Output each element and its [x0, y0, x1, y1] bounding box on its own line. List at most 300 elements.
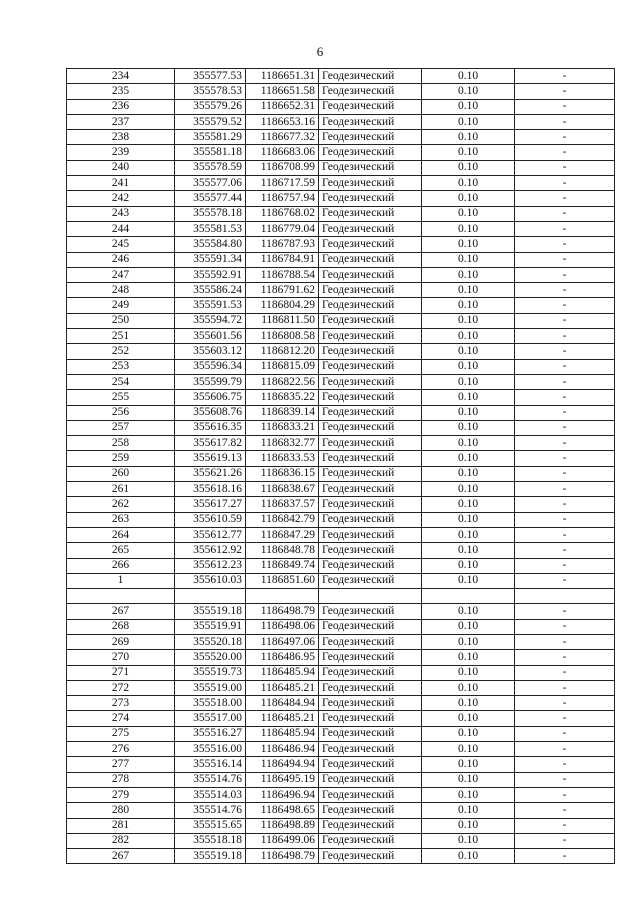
y-coordinate-cell: 1186833.53 — [246, 451, 319, 466]
accuracy-cell: 0.10 — [422, 726, 515, 741]
x-coordinate-cell: 355610.59 — [175, 512, 246, 527]
x-coordinate-cell: 355592.91 — [175, 267, 246, 282]
table-row — [67, 680, 615, 695]
description-cell: - — [515, 634, 615, 649]
accuracy-cell: 0.10 — [422, 160, 515, 175]
coordinates-table — [66, 68, 615, 864]
y-coordinate-cell: 1186838.67 — [246, 482, 319, 497]
accuracy-cell: 0.10 — [422, 787, 515, 802]
table-row — [67, 742, 615, 757]
point-number-cell: 262 — [67, 497, 175, 512]
accuracy-cell: 0.10 — [422, 634, 515, 649]
accuracy-cell: 0.10 — [422, 206, 515, 221]
table-row — [67, 160, 615, 175]
description-cell: - — [515, 772, 615, 787]
point-number-cell: 272 — [67, 680, 175, 695]
x-coordinate-cell: 355617.82 — [175, 436, 246, 451]
accuracy-cell: 0.10 — [422, 604, 515, 619]
point-number-cell: 267 — [67, 604, 175, 619]
x-coordinate-cell: 355516.27 — [175, 726, 246, 741]
point-number-cell: 271 — [67, 665, 175, 680]
x-coordinate-cell: 355603.12 — [175, 344, 246, 359]
description-cell: - — [515, 604, 615, 619]
accuracy-cell: 0.10 — [422, 849, 515, 864]
method-cell: Геодезический — [319, 482, 422, 497]
y-coordinate-cell: 1186496.94 — [246, 787, 319, 802]
method-cell: Геодезический — [319, 466, 422, 481]
table-row — [67, 267, 615, 282]
table-row — [67, 543, 615, 558]
point-number-cell: 264 — [67, 527, 175, 542]
method-cell: Геодезический — [319, 711, 422, 726]
y-coordinate-cell: 1186485.94 — [246, 665, 319, 680]
table-row — [67, 344, 615, 359]
description-cell: - — [515, 742, 615, 757]
accuracy-cell: 0.10 — [422, 359, 515, 374]
method-cell: Геодезический — [319, 696, 422, 711]
point-number-cell: 278 — [67, 772, 175, 787]
y-coordinate-cell: 1186652.31 — [246, 99, 319, 114]
method-cell: Геодезический — [319, 145, 422, 160]
table-row — [67, 527, 615, 542]
point-number-cell: 251 — [67, 329, 175, 344]
point-number-cell: 256 — [67, 405, 175, 420]
x-coordinate-cell: 355612.92 — [175, 543, 246, 558]
description-cell: - — [515, 757, 615, 772]
method-cell: Геодезический — [319, 604, 422, 619]
x-coordinate-cell: 355594.72 — [175, 313, 246, 328]
table-row — [67, 298, 615, 313]
accuracy-cell: 0.10 — [422, 221, 515, 236]
point-number-cell: 274 — [67, 711, 175, 726]
y-coordinate-cell: 1186804.29 — [246, 298, 319, 313]
page-number: 6 — [316, 44, 324, 59]
point-number-cell: 279 — [67, 787, 175, 802]
method-cell: Геодезический — [319, 742, 422, 757]
method-cell — [319, 589, 422, 604]
y-coordinate-cell: 1186757.94 — [246, 191, 319, 206]
description-cell: - — [515, 787, 615, 802]
accuracy-cell: 0.10 — [422, 283, 515, 298]
x-coordinate-cell: 355578.18 — [175, 206, 246, 221]
x-coordinate-cell — [175, 589, 246, 604]
description-cell: - — [515, 833, 615, 848]
table-row — [67, 497, 615, 512]
accuracy-cell: 0.10 — [422, 833, 515, 848]
table-row — [67, 818, 615, 833]
method-cell: Геодезический — [319, 283, 422, 298]
method-cell: Геодезический — [319, 512, 422, 527]
point-number-cell: 260 — [67, 466, 175, 481]
y-coordinate-cell: 1186494.94 — [246, 757, 319, 772]
y-coordinate-cell: 1186812.20 — [246, 344, 319, 359]
method-cell: Геодезический — [319, 619, 422, 634]
point-number-cell: 237 — [67, 114, 175, 129]
point-number-cell: 246 — [67, 252, 175, 267]
description-cell — [515, 589, 615, 604]
point-number-cell: 239 — [67, 145, 175, 160]
accuracy-cell: 0.10 — [422, 711, 515, 726]
x-coordinate-cell: 355586.24 — [175, 283, 246, 298]
x-coordinate-cell: 355520.00 — [175, 650, 246, 665]
point-number-cell: 242 — [67, 191, 175, 206]
method-cell: Геодезический — [319, 558, 422, 573]
accuracy-cell: 0.10 — [422, 405, 515, 420]
x-coordinate-cell: 355608.76 — [175, 405, 246, 420]
x-coordinate-cell: 355621.26 — [175, 466, 246, 481]
description-cell: - — [515, 267, 615, 282]
point-number-cell: 248 — [67, 283, 175, 298]
accuracy-cell: 0.10 — [422, 69, 515, 84]
accuracy-cell: 0.10 — [422, 558, 515, 573]
x-coordinate-cell: 355581.53 — [175, 221, 246, 236]
x-coordinate-cell: 355617.27 — [175, 497, 246, 512]
accuracy-cell: 0.10 — [422, 818, 515, 833]
accuracy-cell: 0.10 — [422, 298, 515, 313]
method-cell: Геодезический — [319, 757, 422, 772]
x-coordinate-cell: 355612.23 — [175, 558, 246, 573]
table-row — [67, 374, 615, 389]
accuracy-cell: 0.10 — [422, 482, 515, 497]
x-coordinate-cell: 355577.53 — [175, 69, 246, 84]
method-cell: Геодезический — [319, 191, 422, 206]
table-row — [67, 84, 615, 99]
y-coordinate-cell: 1186498.79 — [246, 604, 319, 619]
table-row — [67, 436, 615, 451]
point-number-cell: 235 — [67, 84, 175, 99]
table-row — [67, 589, 615, 604]
accuracy-cell: 0.10 — [422, 420, 515, 435]
method-cell: Геодезический — [319, 650, 422, 665]
table-row — [67, 619, 615, 634]
table-row — [67, 405, 615, 420]
method-cell: Геодезический — [319, 160, 422, 175]
point-number-cell: 258 — [67, 436, 175, 451]
x-coordinate-cell: 355591.53 — [175, 298, 246, 313]
y-coordinate-cell: 1186784.91 — [246, 252, 319, 267]
x-coordinate-cell: 355618.16 — [175, 482, 246, 497]
method-cell: Геодезический — [319, 634, 422, 649]
description-cell: - — [515, 313, 615, 328]
x-coordinate-cell: 355516.00 — [175, 742, 246, 757]
description-cell: - — [515, 221, 615, 236]
table-row — [67, 252, 615, 267]
description-cell: - — [515, 130, 615, 145]
table-row — [67, 283, 615, 298]
accuracy-cell: 0.10 — [422, 466, 515, 481]
x-coordinate-cell: 355584.80 — [175, 237, 246, 252]
x-coordinate-cell: 355514.03 — [175, 787, 246, 802]
y-coordinate-cell: 1186495.19 — [246, 772, 319, 787]
y-coordinate-cell: 1186779.04 — [246, 221, 319, 236]
accuracy-cell: 0.10 — [422, 176, 515, 191]
table-row — [67, 99, 615, 114]
accuracy-cell: 0.10 — [422, 451, 515, 466]
point-number-cell: 243 — [67, 206, 175, 221]
description-cell: - — [515, 665, 615, 680]
point-number-cell: 281 — [67, 818, 175, 833]
table-row — [67, 420, 615, 435]
x-coordinate-cell: 355610.03 — [175, 573, 246, 588]
accuracy-cell: 0.10 — [422, 696, 515, 711]
table-row — [67, 787, 615, 802]
y-coordinate-cell: 1186837.57 — [246, 497, 319, 512]
point-number-cell: 263 — [67, 512, 175, 527]
table-row — [67, 650, 615, 665]
description-cell: - — [515, 436, 615, 451]
description-cell: - — [515, 405, 615, 420]
point-number-cell: 249 — [67, 298, 175, 313]
accuracy-cell: 0.10 — [422, 114, 515, 129]
y-coordinate-cell: 1186499.06 — [246, 833, 319, 848]
x-coordinate-cell: 355577.44 — [175, 191, 246, 206]
y-coordinate-cell: 1186653.16 — [246, 114, 319, 129]
point-number-cell: 270 — [67, 650, 175, 665]
method-cell: Геодезический — [319, 329, 422, 344]
method-cell: Геодезический — [319, 313, 422, 328]
accuracy-cell: 0.10 — [422, 436, 515, 451]
description-cell: - — [515, 283, 615, 298]
table-row — [67, 696, 615, 711]
y-coordinate-cell: 1186851.60 — [246, 573, 319, 588]
method-cell: Геодезический — [319, 803, 422, 818]
y-coordinate-cell: 1186485.21 — [246, 711, 319, 726]
y-coordinate-cell: 1186833.21 — [246, 420, 319, 435]
y-coordinate-cell: 1186717.59 — [246, 176, 319, 191]
point-number-cell: 265 — [67, 543, 175, 558]
y-coordinate-cell — [246, 589, 319, 604]
x-coordinate-cell: 355591.34 — [175, 252, 246, 267]
x-coordinate-cell: 355578.59 — [175, 160, 246, 175]
description-cell: - — [515, 206, 615, 221]
accuracy-cell: 0.10 — [422, 267, 515, 282]
x-coordinate-cell: 355519.18 — [175, 849, 246, 864]
y-coordinate-cell: 1186811.50 — [246, 313, 319, 328]
x-coordinate-cell: 355517.00 — [175, 711, 246, 726]
table-row — [67, 206, 615, 221]
x-coordinate-cell: 355601.56 — [175, 329, 246, 344]
accuracy-cell: 0.10 — [422, 757, 515, 772]
accuracy-cell: 0.10 — [422, 237, 515, 252]
table-row — [67, 803, 615, 818]
accuracy-cell: 0.10 — [422, 130, 515, 145]
table-row — [67, 313, 615, 328]
description-cell: - — [515, 497, 615, 512]
description-cell: - — [515, 558, 615, 573]
y-coordinate-cell: 1186822.56 — [246, 374, 319, 389]
method-cell: Геодезический — [319, 772, 422, 787]
method-cell: Геодезический — [319, 99, 422, 114]
table-row — [67, 665, 615, 680]
y-coordinate-cell: 1186486.94 — [246, 742, 319, 757]
accuracy-cell: 0.10 — [422, 803, 515, 818]
coordinates-table-body — [67, 69, 615, 864]
y-coordinate-cell: 1186498.89 — [246, 818, 319, 833]
point-number-cell: 269 — [67, 634, 175, 649]
y-coordinate-cell: 1186788.54 — [246, 267, 319, 282]
point-number-cell: 250 — [67, 313, 175, 328]
y-coordinate-cell: 1186848.78 — [246, 543, 319, 558]
method-cell: Геодезический — [319, 84, 422, 99]
y-coordinate-cell: 1186498.06 — [246, 619, 319, 634]
description-cell: - — [515, 344, 615, 359]
method-cell: Геодезический — [319, 680, 422, 695]
x-coordinate-cell: 355515.65 — [175, 818, 246, 833]
x-coordinate-cell: 355612.77 — [175, 527, 246, 542]
accuracy-cell: 0.10 — [422, 619, 515, 634]
method-cell: Геодезический — [319, 436, 422, 451]
description-cell: - — [515, 176, 615, 191]
x-coordinate-cell: 355514.76 — [175, 772, 246, 787]
description-cell: - — [515, 160, 615, 175]
accuracy-cell: 0.10 — [422, 374, 515, 389]
point-number-cell: 234 — [67, 69, 175, 84]
accuracy-cell: 0.10 — [422, 665, 515, 680]
description-cell: - — [515, 818, 615, 833]
x-coordinate-cell: 355514.76 — [175, 803, 246, 818]
accuracy-cell: 0.10 — [422, 742, 515, 757]
y-coordinate-cell: 1186651.58 — [246, 84, 319, 99]
accuracy-cell: 0.10 — [422, 84, 515, 99]
description-cell: - — [515, 99, 615, 114]
point-number-cell: 267 — [67, 849, 175, 864]
point-number-cell: 259 — [67, 451, 175, 466]
x-coordinate-cell: 355619.13 — [175, 451, 246, 466]
method-cell: Геодезический — [319, 176, 422, 191]
y-coordinate-cell: 1186815.09 — [246, 359, 319, 374]
method-cell: Геодезический — [319, 298, 422, 313]
point-number-cell: 282 — [67, 833, 175, 848]
x-coordinate-cell: 355596.34 — [175, 359, 246, 374]
y-coordinate-cell: 1186835.22 — [246, 390, 319, 405]
description-cell: - — [515, 84, 615, 99]
accuracy-cell: 0.10 — [422, 390, 515, 405]
y-coordinate-cell: 1186498.65 — [246, 803, 319, 818]
accuracy-cell: 0.10 — [422, 99, 515, 114]
table-row — [67, 604, 615, 619]
accuracy-cell: 0.10 — [422, 543, 515, 558]
description-cell: - — [515, 543, 615, 558]
x-coordinate-cell: 355519.91 — [175, 619, 246, 634]
point-number-cell: 257 — [67, 420, 175, 435]
method-cell: Геодезический — [319, 221, 422, 236]
y-coordinate-cell: 1186677.32 — [246, 130, 319, 145]
table-row — [67, 726, 615, 741]
table-row — [67, 482, 615, 497]
method-cell: Геодезический — [319, 69, 422, 84]
accuracy-cell: 0.10 — [422, 313, 515, 328]
accuracy-cell — [422, 589, 515, 604]
point-number-cell: 241 — [67, 176, 175, 191]
x-coordinate-cell: 355616.35 — [175, 420, 246, 435]
point-number-cell: 247 — [67, 267, 175, 282]
method-cell: Геодезический — [319, 497, 422, 512]
description-cell: - — [515, 573, 615, 588]
accuracy-cell: 0.10 — [422, 344, 515, 359]
point-number-cell: 253 — [67, 359, 175, 374]
accuracy-cell: 0.10 — [422, 252, 515, 267]
table-row — [67, 558, 615, 573]
table-row — [67, 634, 615, 649]
y-coordinate-cell: 1186847.29 — [246, 527, 319, 542]
table-row — [67, 329, 615, 344]
description-cell: - — [515, 374, 615, 389]
method-cell: Геодезический — [319, 237, 422, 252]
method-cell: Геодезический — [319, 543, 422, 558]
x-coordinate-cell: 355606.75 — [175, 390, 246, 405]
point-number-cell: 276 — [67, 742, 175, 757]
y-coordinate-cell: 1186485.21 — [246, 680, 319, 695]
x-coordinate-cell: 355519.73 — [175, 665, 246, 680]
description-cell: - — [515, 69, 615, 84]
point-number-cell: 275 — [67, 726, 175, 741]
table-row — [67, 849, 615, 864]
table-row — [67, 833, 615, 848]
point-number-cell — [67, 589, 175, 604]
description-cell: - — [515, 114, 615, 129]
method-cell: Геодезический — [319, 787, 422, 802]
point-number-cell: 280 — [67, 803, 175, 818]
method-cell: Геодезический — [319, 344, 422, 359]
point-number-cell: 254 — [67, 374, 175, 389]
table-row — [67, 145, 615, 160]
description-cell: - — [515, 298, 615, 313]
table-row — [67, 573, 615, 588]
x-coordinate-cell: 355577.06 — [175, 176, 246, 191]
accuracy-cell: 0.10 — [422, 573, 515, 588]
description-cell: - — [515, 329, 615, 344]
method-cell: Геодезический — [319, 374, 422, 389]
method-cell: Геодезический — [319, 390, 422, 405]
accuracy-cell: 0.10 — [422, 191, 515, 206]
description-cell: - — [515, 696, 615, 711]
x-coordinate-cell: 355579.26 — [175, 99, 246, 114]
point-number-cell: 238 — [67, 130, 175, 145]
table-row — [67, 191, 615, 206]
table-row — [67, 451, 615, 466]
accuracy-cell: 0.10 — [422, 512, 515, 527]
description-cell: - — [515, 512, 615, 527]
method-cell: Геодезический — [319, 849, 422, 864]
accuracy-cell: 0.10 — [422, 650, 515, 665]
method-cell: Геодезический — [319, 573, 422, 588]
y-coordinate-cell: 1186842.79 — [246, 512, 319, 527]
y-coordinate-cell: 1186497.06 — [246, 634, 319, 649]
accuracy-cell: 0.10 — [422, 772, 515, 787]
method-cell: Геодезический — [319, 252, 422, 267]
method-cell: Геодезический — [319, 130, 422, 145]
y-coordinate-cell: 1186791.62 — [246, 283, 319, 298]
y-coordinate-cell: 1186849.74 — [246, 558, 319, 573]
description-cell: - — [515, 252, 615, 267]
description-cell: - — [515, 390, 615, 405]
y-coordinate-cell: 1186485.94 — [246, 726, 319, 741]
x-coordinate-cell: 355519.18 — [175, 604, 246, 619]
point-number-cell: 266 — [67, 558, 175, 573]
x-coordinate-cell: 355520.18 — [175, 634, 246, 649]
description-cell: - — [515, 482, 615, 497]
method-cell: Геодезический — [319, 405, 422, 420]
y-coordinate-cell: 1186839.14 — [246, 405, 319, 420]
y-coordinate-cell: 1186486.95 — [246, 650, 319, 665]
table-row — [67, 466, 615, 481]
description-cell: - — [515, 711, 615, 726]
point-number-cell: 1 — [67, 573, 175, 588]
method-cell: Геодезический — [319, 420, 422, 435]
x-coordinate-cell: 355519.00 — [175, 680, 246, 695]
method-cell: Геодезический — [319, 665, 422, 680]
point-number-cell: 244 — [67, 221, 175, 236]
